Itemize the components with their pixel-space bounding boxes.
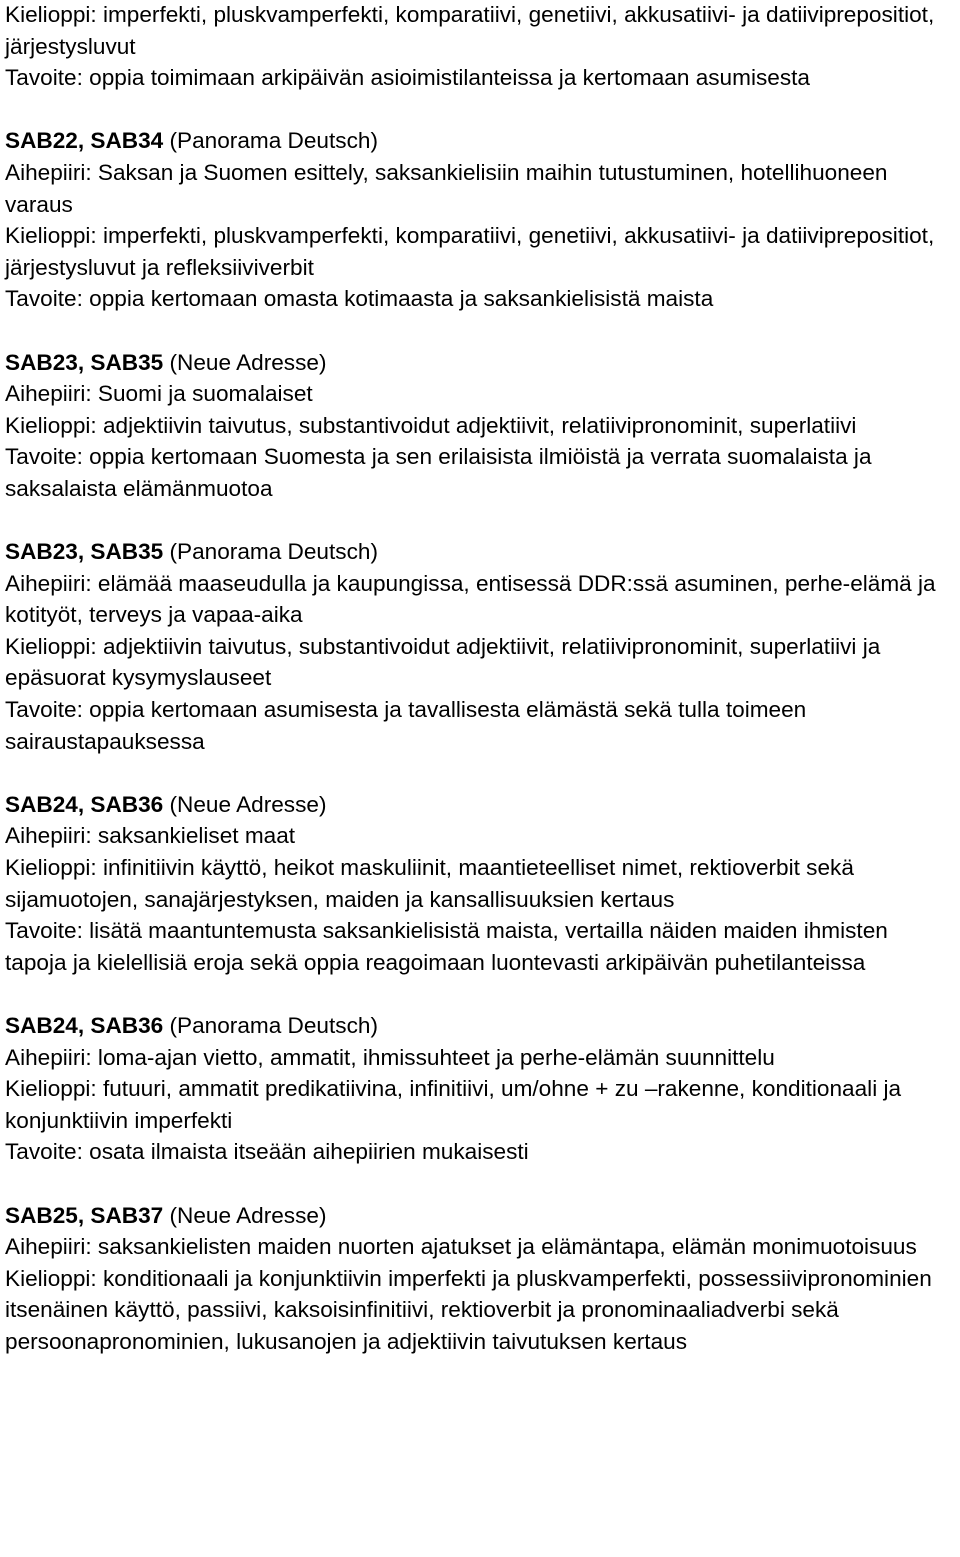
course-kielioppi: Kielioppi: adjektiivin taivutus, substantivoidut adjektiivit, relatiivipronominit, superlatiivi [5, 412, 857, 438]
course-tavoite: Tavoite: osata ilmaista itseään aihepiirien mukaisesti [5, 1139, 529, 1165]
course-section-sab24-neue [5, 789, 955, 979]
course-book: (Neue Adresse) [163, 791, 327, 817]
course-heading [5, 1010, 955, 1042]
course-tavoite: Tavoite: oppia kertomaan omasta kotimaasta ja saksankielisistä maista [5, 286, 714, 312]
course-aihepiiri: Aihepiiri: saksankielisten maiden nuorten ajatukset ja elämäntapa, elämän monimuotoisuus [5, 1234, 917, 1260]
section-gap [5, 978, 955, 1010]
course-codes: SAB22, SAB34 [5, 128, 164, 154]
course-book: (Panorama Deutsch) [163, 539, 378, 565]
course-codes: SAB23, SAB35 [5, 349, 164, 375]
course-aihepiiri: Aihepiiri: loma-ajan vietto, ammatit, ihmissuhteet ja perhe-elämän suunnittelu [5, 1044, 775, 1070]
course-codes: SAB24, SAB36 [5, 1013, 164, 1038]
document-page [5, 0, 955, 1358]
course-tavoite: Tavoite: oppia kertomaan Suomesta ja sen erilaisista ilmiöistä ja verrata suomalaista ja saksalaista elämänmuotoa [5, 444, 872, 501]
course-book: (Neue Adresse) [163, 349, 327, 375]
course-aihepiiri: Aihepiiri: Saksan ja Suomen esittely, saksankielisiin maihin tutustuminen, hotellihuoneen varaus [5, 159, 888, 217]
section-gap [5, 1168, 955, 1200]
course-kielioppi: Kielioppi: adjektiivin taivutus, substantivoidut adjektiivit, relatiivipronominit, superlatiivi ja epäsuorat kysymyslauseet [5, 633, 881, 691]
intro-kielioppi: Kielioppi: imperfekti, pluskvamperfekti, komparatiivi, genetiivi, akkusatiivi- ja datiiviprepositiot, järjestysluvut [5, 2, 935, 59]
course-kielioppi: Kielioppi: infinitiivin käyttö, heikot maskuliinit, maantieteelliset nimet, rektioverbit sekä sijamuotojen, sanajärjestyksen, maiden ja kansallisuuksien kertaus [5, 855, 854, 912]
course-section-sab24-panorama [5, 1010, 955, 1168]
section-gap [5, 757, 955, 789]
course-section-sab23-panorama [5, 536, 955, 757]
course-kielioppi: Kielioppi: futuuri, ammatit predikatiivina, infinitiivi, um/ohne + zu –rakenne, konditionaali ja konjunktiivin imperfekti [5, 1076, 902, 1133]
course-section-sab25-neue [5, 1200, 955, 1358]
section-gap [5, 94, 955, 126]
course-heading [5, 1200, 955, 1232]
course-heading [5, 125, 955, 157]
course-heading [5, 789, 955, 821]
intro-tavoite: Tavoite: oppia toimimaan arkipäivän asioimistilanteissa ja kertomaan asumisesta [5, 65, 810, 91]
course-kielioppi: Kielioppi: konditionaali ja konjunktiivin imperfekti ja pluskvamperfekti, possessiivipronominien itsenäinen käyttö, passiivi, kaksoisinfinitiivi, rektioverbit ja pronominaaliadverbi sekä persoonapronominien, lukusanojen ja adjektiivin taivutuksen kertaus [5, 1265, 932, 1354]
course-heading [5, 536, 955, 568]
course-heading [5, 347, 955, 379]
course-kielioppi: Kielioppi: imperfekti, pluskvamperfekti, komparatiivi, genetiivi, akkusatiivi- ja datiiviprepositiot, järjestysluvut ja refleksiiviverbit [5, 223, 935, 280]
course-aihepiiri: Aihepiiri: Suomi ja suomalaiset [5, 381, 313, 407]
course-section-sab23-neue [5, 347, 955, 505]
course-book: (Panorama Deutsch) [163, 1013, 378, 1038]
course-codes: SAB23, SAB35 [5, 539, 164, 565]
course-book: (Panorama Deutsch) [163, 128, 378, 154]
course-tavoite: Tavoite: oppia kertomaan asumisesta ja tavallisesta elämästä sekä tulla toimeen sairaustapauksessa [5, 697, 807, 754]
course-aihepiiri: Aihepiiri: elämää maaseudulla ja kaupungissa, entisessä DDR:ssä asuminen, perhe-elämä ja kotityöt, terveys ja vapaa-aika [5, 570, 936, 628]
course-aihepiiri: Aihepiiri: saksankieliset maat [5, 823, 296, 849]
section-gap [5, 505, 955, 537]
course-tavoite: Tavoite: lisätä maantuntemusta saksankielisistä maista, vertailla näiden maiden ihmisten tapoja ja kielellisiä eroja sekä oppia reagoimaan luontevasti arkipäivän puhetilanteissa [5, 918, 888, 975]
course-codes: SAB25, SAB37 [5, 1202, 164, 1228]
course-section-sab22-panorama [5, 125, 955, 315]
course-codes: SAB24, SAB36 [5, 791, 164, 817]
section-gap [5, 315, 955, 347]
course-book: (Neue Adresse) [163, 1202, 327, 1228]
